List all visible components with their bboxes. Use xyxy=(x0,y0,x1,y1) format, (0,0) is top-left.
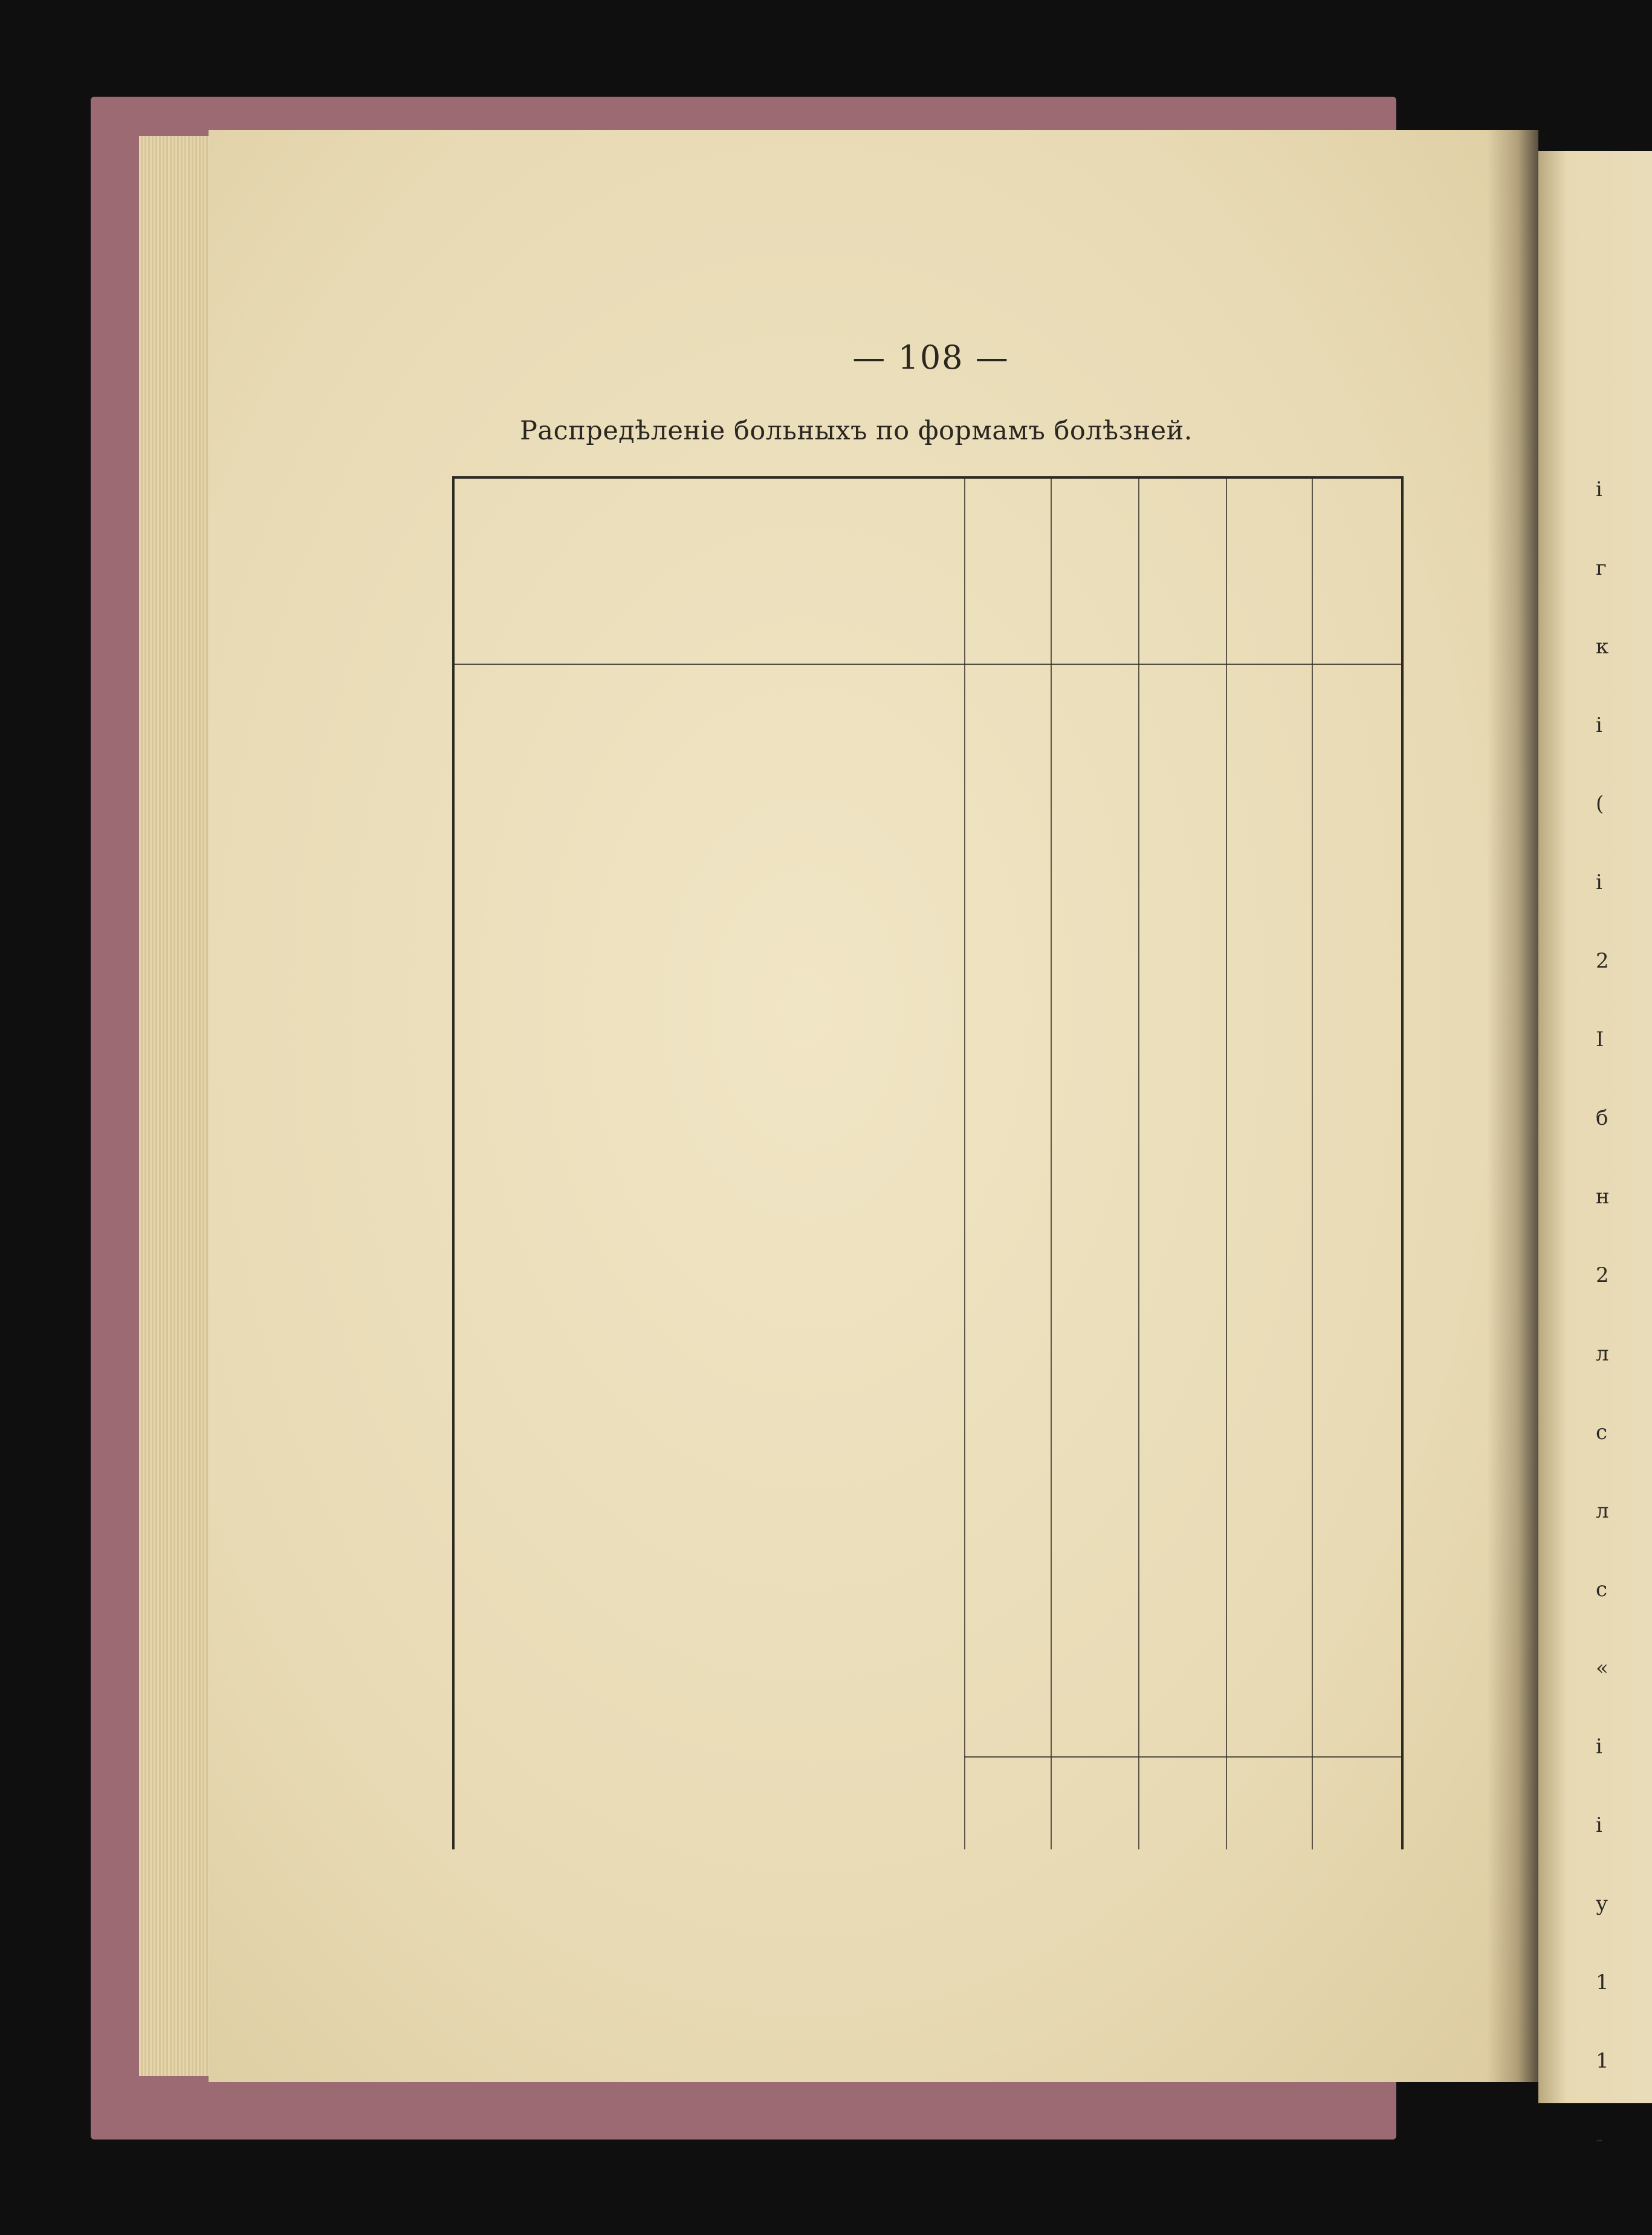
table-caption: Распредѣленіе больныхъ по формамъ болѣзней. xyxy=(520,416,1193,446)
column-header-1 xyxy=(975,496,1035,659)
table-column-rule xyxy=(1312,476,1313,1849)
table-column-rule xyxy=(964,476,965,1849)
facing-page-letter: 1 xyxy=(1596,2049,1609,2073)
facing-page-letter: л xyxy=(1596,1342,1609,1366)
facing-page-letter: ( xyxy=(1596,792,1604,816)
facing-page-letter: 2 xyxy=(1596,949,1609,973)
table-left-rule xyxy=(452,476,455,1849)
facing-page-letter: б xyxy=(1596,1106,1608,1130)
facing-page-letter: і xyxy=(1596,1813,1602,1837)
facing-page-letter: і xyxy=(1596,713,1602,737)
column-header-4 xyxy=(1252,475,1313,656)
table-header-rule xyxy=(452,664,1401,665)
facing-page-letter: у xyxy=(1596,1892,1608,1916)
facing-page-letter: н xyxy=(1596,1185,1610,1209)
facing-page-letter: і xyxy=(1596,1735,1602,1759)
facing-page-letter: I xyxy=(1596,1027,1604,1052)
facing-page-letter: і xyxy=(1596,870,1602,894)
facing-page-letter: « xyxy=(1596,1656,1608,1680)
facing-page-letter: с xyxy=(1596,1420,1608,1444)
total-rule xyxy=(964,1756,1401,1758)
page-number: — 108 — xyxy=(852,338,1009,377)
facing-page-letter: 2 xyxy=(1596,1263,1609,1287)
column-header-5 xyxy=(1323,496,1383,659)
facing-page-letter: к xyxy=(1596,635,1609,659)
column-header-3 xyxy=(1164,475,1224,656)
facing-page-letter: г xyxy=(1596,556,1607,580)
column-header-2 xyxy=(1076,475,1136,656)
facing-page-letter: л xyxy=(1596,1499,1609,1523)
page-stack-edge xyxy=(139,136,215,2076)
table-column-rule xyxy=(1138,476,1139,1849)
facing-page-letter: і xyxy=(1596,477,1602,502)
table-column-rule xyxy=(1051,476,1052,1849)
facing-page-letter: - xyxy=(1596,2127,1603,2152)
facing-page-letter: 1 xyxy=(1596,1970,1609,1994)
book-gutter xyxy=(1487,130,1538,2082)
facing-page-letter: с xyxy=(1596,1577,1608,1602)
facing-page xyxy=(1538,151,1652,2152)
table-right-rule xyxy=(1401,476,1404,1849)
table-column-rule xyxy=(1226,476,1227,1849)
